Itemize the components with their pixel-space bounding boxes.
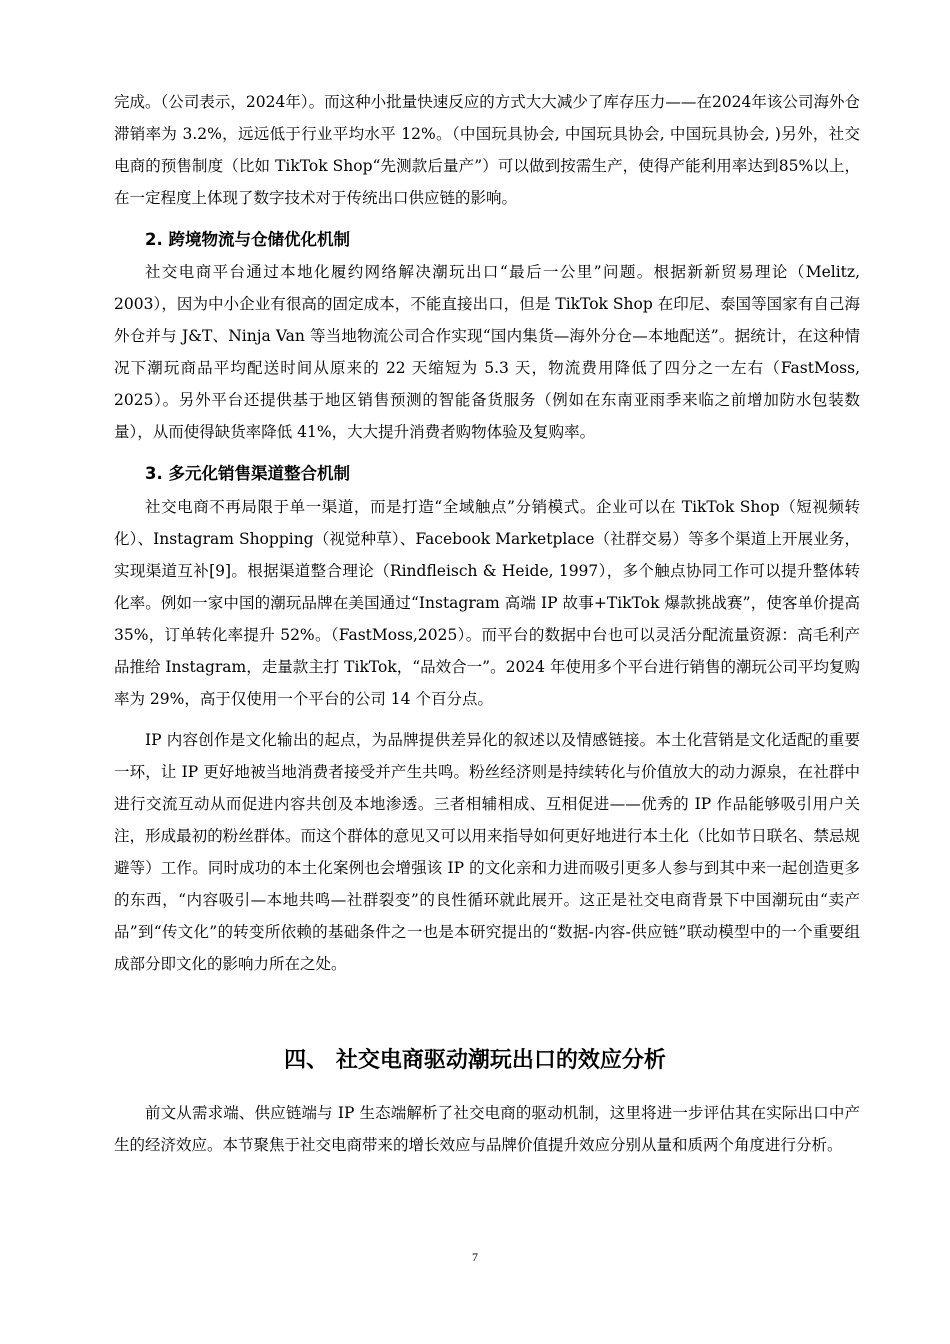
paragraph-logistics: 社交电商平台通过本地化履约网络解决潮玩出口“最后一公里”问题。根据新新贸易理论（Melitz, 2003），因为中小企业有很高的固定成本，不能直接出口，但是 TikTok Shop 在印尼、泰国等国家有自己海外仓并与 J&T、Ninja Van 等当地物流公司合作实现“国内集货—海外分仓—本地配送”。据统计，在这种情况下潮玩商品平均配送时间从原来的 22 天缩短为 5.3 天，物流费用降低了四分之一左右（FastMoss, 2025）。另外平台还提供基于地区销售预测的智能备货服务（例如在东南亚雨季来临之前增加防水包装数量），从而使得缺货率降低 41%，大大提升消费者购物体验及复购率。 [114,263,860,441]
page-number: 7 [472,1250,478,1264]
section-heading-4: 四、 社交电商驱动潮玩出口的效应分析 [284,1048,666,1073]
paragraph-channels: 社交电商不再局限于单一渠道，而是打造“全域触点”分销模式。企业可以在 TikTok Shop（短视频转化）、Instagram Shopping（视觉种草）、Facebook Marketplace（社群交易）等多个渠道上开展业务，实现渠道互补[9]。根据渠道整合理论（Rindfleisch & Heide, 1997），多个触点协同工作可以提升整体转化率。例如一家中国的潮玩品牌在美国通过“Instagram 高端 IP 故事+TikTok 爆款挑战赛”，使客单价提高 35%，订单转化率提升 52%。（FastMoss,2025）。而平台的数据中台也可以灵活分配流量资源：高毛利产品推给 Instagram，走量款主打 TikTok，“品效合一”。2024 年使用多个平台进行销售的潮玩公司平均复购率为 29%，高于仅使用一个平台的公司 14 个百分点。 [114,498,860,708]
paragraph-supply-chain-continued: 完成。（公司表示，2024年）。而这种小批量快速反应的方式大大减少了库存压力——在2024年该公司海外仓滞销率为 3.2%，远远低于行业平均水平 12%。（中国玩具协会, 中国玩具协会, 中国玩具协会, )另外，社交电商的预售制度（比如 TikTok Shop“先测款后量产”）可以做到按需生产，使得产能利用率达到85%以上，在一定程度上体现了数字技术对于传统出口供应链的影响。 [114,93,860,207]
paragraph-section-intro: 前文从需求端、供应链端与 IP 生态端解析了社交电商的驱动机制，这里将进一步评估其在实际出口中产生的经济效应。本节聚焦于社交电商带来的增长效应与品牌价值提升效应分别从量和质两个角度进行分析。 [114,1104,860,1154]
heading-channels: 3. 多元化销售渠道整合机制 [145,464,350,483]
heading-logistics: 2. 跨境物流与仓储优化机制 [145,230,350,249]
paragraph-ip-ecosystem: IP 内容创作是文化输出的起点，为品牌提供差异化的叙述以及情感链接。本土化营销是文化适配的重要一环，让 IP 更好地被当地消费者接受并产生共鸣。粉丝经济则是持续转化与价值放大的动力源泉，在社群中进行交流互动从而促进内容共创及本地渗透。三者相辅相成、互相促进——优秀的 IP 作品能够吸引用户关注，形成最初的粉丝群体。而这个群体的意见又可以用来指导如何更好地进行本土化（比如节日联名、禁忌规避等）工作。同时成功的本土化案例也会增强该 IP 的文化亲和力进而吸引更多人参与到其中来一起创造更多的东西，“内容吸引—本地共鸣—社群裂变”的良性循环就此展开。这正是社交电商背景下中国潮玩由“卖产品”到“传文化”的转变所依赖的基础条件之一也是本研究提出的“数据-内容-供应链”联动模型中的一个重要组成部分即文化的影响力所在之处。 [114,731,860,973]
